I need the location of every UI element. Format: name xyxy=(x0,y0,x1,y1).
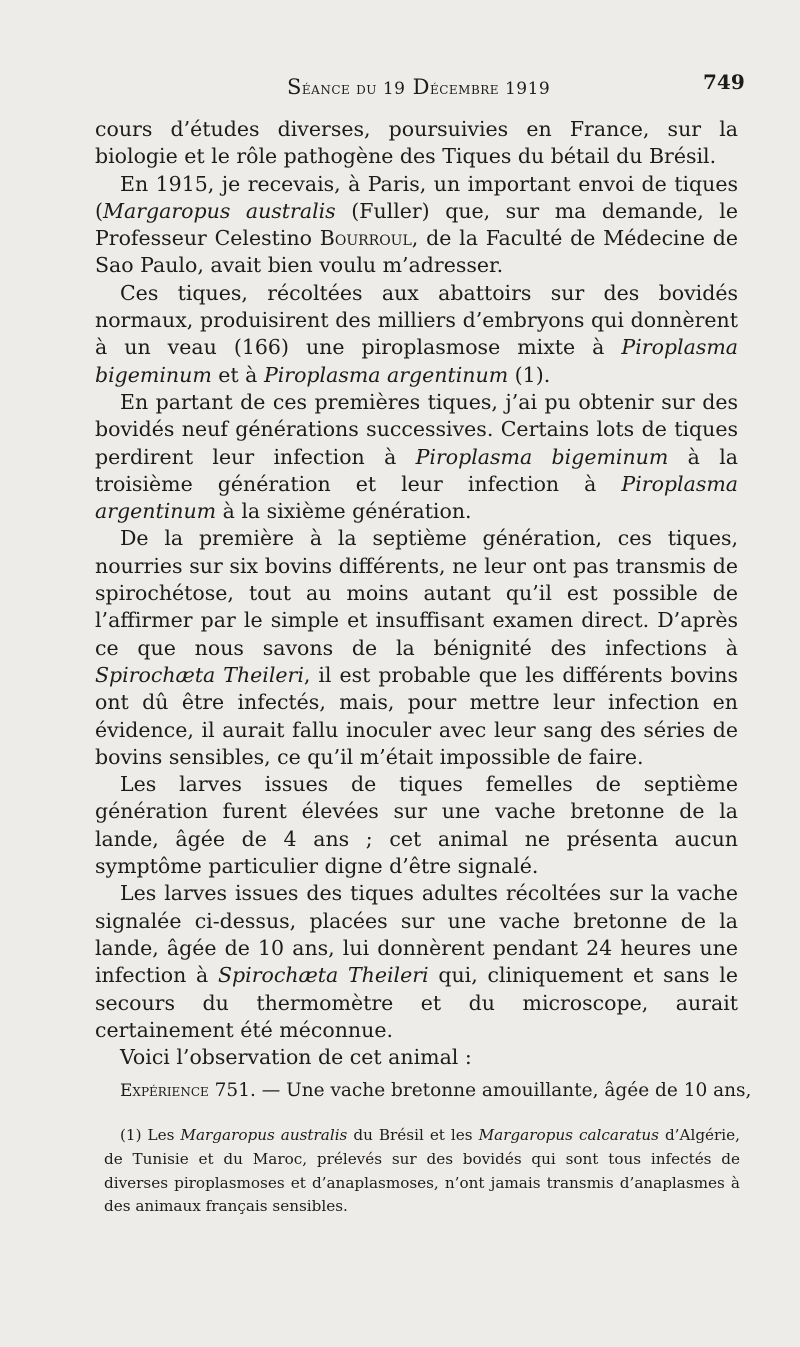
paragraph-larves-adultes: Les larves issues des tiques adultes récoltées sur la vache signalée ci-dessus, placées sur une vache bretonne de la lande, âgée de 10 ans, lui donnèrent pendant 24 heures une infection à Spirochæta Theileri qui, cliniquement et sans le secours du thermomètre et du microscope, aurait certainement été méconnue. xyxy=(95,881,738,1042)
page-header xyxy=(0,70,800,104)
paragraph-generations: En partant de ces premières tiques, j’ai pu obtenir sur des bovidés neuf générations successives. Certains lots de tiques perdirent leur infection à Piroplasma bigeminum à la troisième génération et leur infection à Piroplasma argentinum à la sixième génération. xyxy=(95,389,738,524)
paragraph-observation-intro: Voici l’observation de cet animal : xyxy=(120,1045,472,1070)
paragraph-envoi-tiques: En 1915, je recevais, à Paris, un important envoi de tiques (Margaropus australis (Fuller) que, sur ma demande, le Professeur Celestino Bourroul, de la Faculté de Médecine de Sao Paulo, avait bien voulu m’adresser. xyxy=(95,171,738,278)
running-head: Séance du 19 Décembre 1919 xyxy=(287,75,551,99)
paragraph-piroplasmose: Ces tiques, récoltées aux abattoirs sur des bovidés normaux, produisirent des milliers d’embryons qui donnèrent à un veau (166) une piroplasmose mixte à Piroplasma bigeminum et à Piroplasma argentinum (1). xyxy=(95,280,738,387)
paragraph-larves-septieme: Les larves issues de tiques femelles de septième génération furent élevées sur une vache bretonne de la lande, âgée de 4 ans ; cet animal ne présenta aucun symptôme particulier digne d’être signalé. xyxy=(95,772,738,879)
footnote: (1) Les Margaropus australis du Brésil et les Margaropus calcaratus d’Algérie, de Tunisie et du Maroc, prélevés sur des bovidés qui sont tous infectés de diverses piroplasmoses et d’anaplasmoses, n’ont jamais transmis d’anaplasmes à des animaux français sensibles. xyxy=(104,1126,740,1216)
paragraph-spirochetose: De la première à la septième génération, ces tiques, nourries sur six bovins différents, ne leur ont pas transmis de spirochétose, tout au moins autant qu’il est possible de l’affirmer par le simple et insuffisant examen direct. D’après ce que nous savons de la bénignité des infections à Spirochæta Theileri, il est probable que les différents bovins ont dû être infectés, mais, pour mettre leur infection en évidence, il aurait fallu inoculer avec leur sang des séries de bovins sensibles, ce qu’il m’était impossible de faire. xyxy=(95,526,738,769)
page-number: 749 xyxy=(703,70,745,94)
experiment-heading: Expérience 751. — Une vache bretonne amouillante, âgée de 10 ans, xyxy=(120,1080,752,1101)
paragraph-continuation: cours d’études diverses, poursuivies en France, sur la biologie et le rôle pathogène des Tiques du bétail du Brésil. xyxy=(95,117,738,169)
body-text xyxy=(95,116,738,1071)
